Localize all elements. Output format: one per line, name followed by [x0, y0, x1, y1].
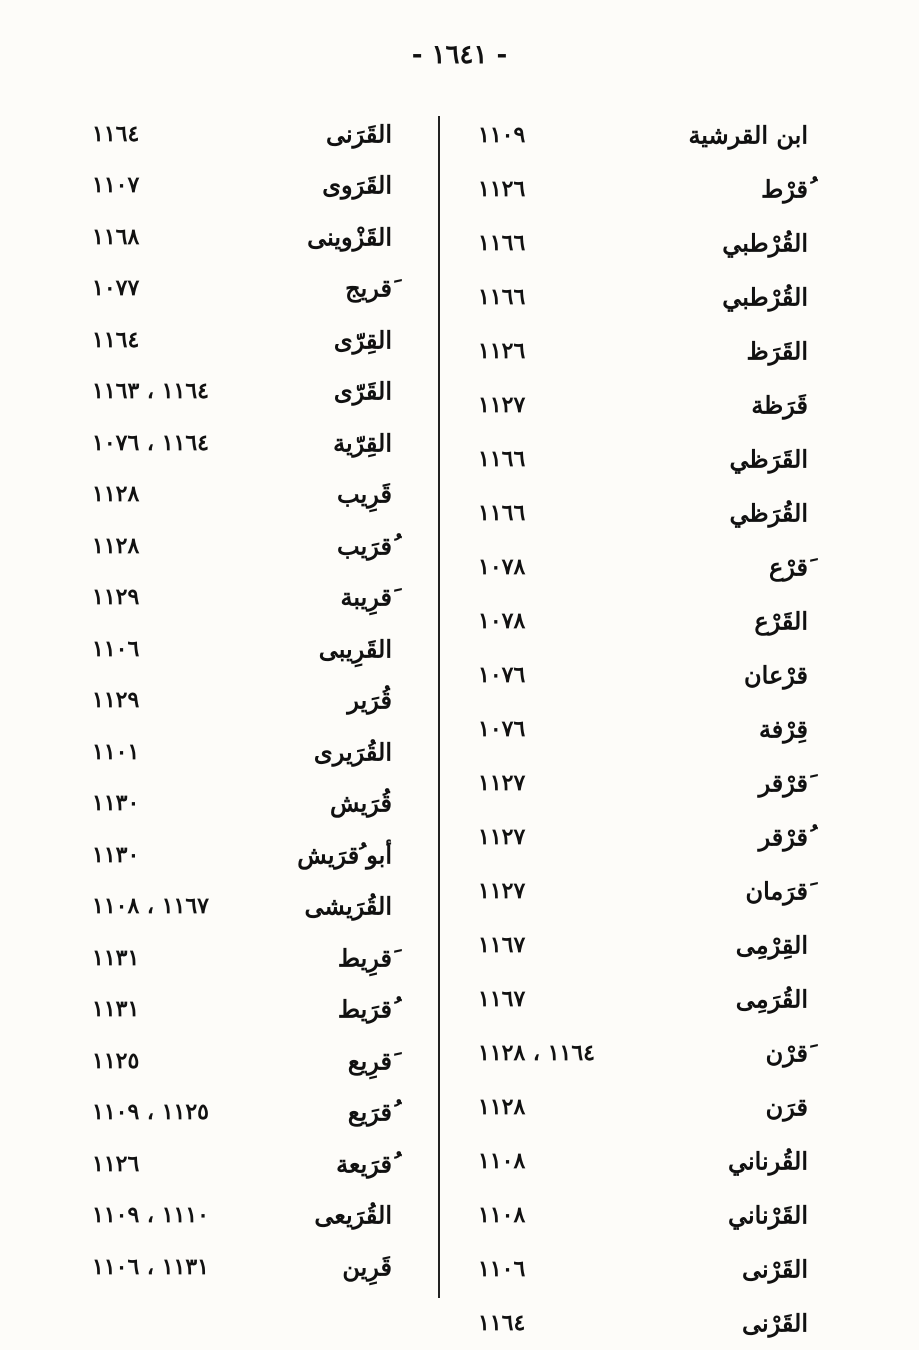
entry-term: َقريج [345, 273, 392, 303]
entry-page-refs: ١١٠٨ [478, 1202, 526, 1228]
entry-page-refs: ١١٦٧ ، ١١٠٨ [92, 893, 209, 920]
index-entry [478, 810, 808, 864]
entry-page-refs: ١١٢٥ [92, 1047, 140, 1074]
index-entry [478, 432, 808, 486]
entry-term: القَرِيبى [318, 634, 392, 664]
entry-page-refs: ١١٦٧ [478, 986, 526, 1012]
index-entry [92, 572, 392, 624]
index-entry [92, 314, 392, 366]
entry-term: َقرَمان [745, 876, 808, 906]
index-entry [92, 469, 392, 521]
index-entry [92, 1035, 392, 1087]
index-entry [92, 1087, 392, 1139]
index-entry [478, 216, 808, 270]
entry-term: َقرْع [768, 552, 808, 582]
entry-page-refs: ١١١٠ ، ١١٠٩ [92, 1202, 209, 1229]
index-entry [92, 211, 392, 263]
entry-page-refs: ١١٢٦ [92, 1150, 140, 1177]
index-entry [478, 270, 808, 324]
entry-page-refs: ١١٠٦ [478, 1256, 526, 1282]
entry-page-refs: ١١٢٧ [478, 878, 526, 904]
entry-term: القُرْطبي [722, 282, 808, 312]
entry-page-refs: ١٠٧٦ [478, 716, 526, 742]
entry-page-refs: ١١٣٠ [92, 841, 140, 868]
entry-term: القَرْع [754, 606, 808, 636]
index-entry [478, 864, 808, 918]
entry-page-refs: ١١٢٧ [478, 392, 526, 418]
entry-term: القُرَيعى [314, 1200, 392, 1230]
entry-term: القِرّية [333, 428, 392, 458]
entry-page-refs: ١٠٧٨ [478, 608, 526, 634]
column-divider [438, 116, 440, 1298]
entry-term: القِرّى [333, 325, 392, 355]
index-entry [92, 520, 392, 572]
entry-page-refs: ١١٠٩ [478, 122, 526, 148]
entry-term: القَرَظي [729, 444, 808, 474]
index-entry [478, 540, 808, 594]
entry-page-refs: ١١٦٦ [478, 230, 526, 256]
index-entry [478, 378, 808, 432]
entry-term: القَرْنى [741, 1254, 808, 1284]
entry-page-refs: ١١٠١ [92, 738, 140, 765]
index-entry [478, 1026, 808, 1080]
entry-page-refs: ١١٠٨ [478, 1148, 526, 1174]
entry-term: ُقرَيعة [336, 1149, 392, 1179]
entry-term: َقرْن [765, 1038, 808, 1068]
entry-page-refs: ١١٣١ [92, 944, 140, 971]
entry-page-refs: ١١٢٩ [92, 584, 140, 611]
entry-term: قُرَير [347, 685, 392, 715]
right-column [478, 108, 808, 1338]
entry-term: َقرْقر [758, 768, 808, 798]
entry-term: القُرَمِى [735, 984, 808, 1014]
entry-page-refs: ١١٦٦ [478, 500, 526, 526]
entry-term: َقرِيط [337, 943, 392, 973]
index-entry [478, 702, 808, 756]
index-entry [478, 486, 808, 540]
index-entry [92, 778, 392, 830]
entry-term: القَرَظ [746, 336, 808, 366]
entry-term: القُرَظي [729, 498, 808, 528]
entry-page-refs: ١١٦٧ [478, 932, 526, 958]
entry-term: قَرَظة [751, 390, 808, 420]
index-entry [92, 675, 392, 727]
entry-term: القَرَوى [322, 170, 392, 200]
index-entry [92, 417, 392, 469]
index-entry [478, 972, 808, 1026]
entry-term: َقرِيع [347, 1046, 392, 1076]
entry-page-refs: ١١٦٤ [478, 1310, 526, 1336]
index-entry [92, 160, 392, 212]
index-entry [478, 1134, 808, 1188]
entry-page-refs: ١٠٧٦ [478, 662, 526, 688]
entry-term: ُقرَيب [337, 531, 392, 561]
entry-term: ابن القرشية [688, 120, 808, 150]
entry-term: قَرِين [342, 1252, 392, 1282]
entry-term: ُقرَيط [337, 994, 392, 1024]
entry-page-refs: ١١٠٧ [92, 172, 140, 199]
entry-page-refs: ١١٢٨ [92, 481, 140, 508]
index-entry [92, 1241, 392, 1293]
index-entry [478, 1188, 808, 1242]
index-entry [478, 1296, 808, 1350]
entry-term: ُقرْقر [758, 822, 808, 852]
entry-page-refs: ١١٣١ ، ١١٠٦ [92, 1253, 209, 1280]
entry-page-refs: ١١٢٧ [478, 770, 526, 796]
entry-term: قرَن [765, 1092, 808, 1122]
index-entry [92, 366, 392, 418]
index-entry [92, 623, 392, 675]
index-entry [478, 756, 808, 810]
index-entry [92, 1190, 392, 1242]
entry-term: قِرْفة [758, 714, 808, 744]
entry-page-refs: ١١٦٦ [478, 284, 526, 310]
index-entry [478, 594, 808, 648]
index-entry [92, 263, 392, 315]
entry-page-refs: ١١٢٨ [478, 1094, 526, 1120]
left-column [92, 108, 392, 1308]
entry-page-refs: ١١٦٤ ، ١١٦٣ [92, 378, 209, 405]
entry-page-refs: ١١٦٤ ، ١١٢٨ [478, 1040, 595, 1066]
entry-page-refs: ١١٢٧ [478, 824, 526, 850]
entry-term: القُرَيرى [313, 737, 392, 767]
index-entry [92, 1138, 392, 1190]
entry-page-refs: ١١٣١ [92, 996, 140, 1023]
index-entry [92, 932, 392, 984]
entry-page-refs: ١١٢٦ [478, 338, 526, 364]
entry-term: القَرْناني [727, 1200, 808, 1230]
index-entry [92, 726, 392, 778]
entry-page-refs: ١١٦٤ [92, 120, 140, 147]
entry-term: القَرّى [333, 376, 392, 406]
entry-term: قرْعان [744, 660, 808, 690]
entry-term: القَزْوينى [307, 222, 392, 252]
entry-term: ُقرْط [761, 174, 808, 204]
entry-page-refs: ١١٦٤ [92, 326, 140, 353]
entry-term: القُرَيشى [304, 891, 392, 921]
index-entry [478, 108, 808, 162]
index-entry [478, 324, 808, 378]
index-entry [92, 108, 392, 160]
entry-page-refs: ١١٢٦ [478, 176, 526, 202]
entry-page-refs: ١٠٧٨ [478, 554, 526, 580]
entry-term: القِرْمِى [735, 930, 808, 960]
page-number: - ١٦٤١ - [411, 40, 508, 70]
entry-term: القُرناني [727, 1146, 808, 1176]
entry-page-refs: ١١٢٩ [92, 687, 140, 714]
entry-term: القَرَنى [325, 119, 392, 149]
entry-page-refs: ١١٦٦ [478, 446, 526, 472]
index-entry [92, 829, 392, 881]
entry-term: القَرْنى [741, 1308, 808, 1338]
index-entry [478, 648, 808, 702]
index-entry [478, 162, 808, 216]
entry-page-refs: ١١٦٤ ، ١٠٧٦ [92, 429, 209, 456]
index-entry [478, 918, 808, 972]
entry-page-refs: ١١٠٦ [92, 635, 140, 662]
entry-page-refs: ١١٦٨ [92, 223, 140, 250]
entry-page-refs: ١٠٧٧ [92, 275, 140, 302]
entry-term: القُرْطبي [722, 228, 808, 258]
entry-term: قَرِيب [337, 479, 392, 509]
entry-page-refs: ١١٣٠ [92, 790, 140, 817]
entry-term: ُقرَيع [347, 1097, 392, 1127]
index-entry [92, 984, 392, 1036]
index-entry [478, 1242, 808, 1296]
index-entry [478, 1080, 808, 1134]
entry-term: أبو ُقرَيش [297, 840, 392, 870]
index-entry [92, 881, 392, 933]
entry-page-refs: ١١٢٨ [92, 532, 140, 559]
entry-term: َقرِيبة [340, 582, 392, 612]
entry-term: قُرَيش [330, 788, 392, 818]
entry-page-refs: ١١٢٥ ، ١١٠٩ [92, 1099, 209, 1126]
